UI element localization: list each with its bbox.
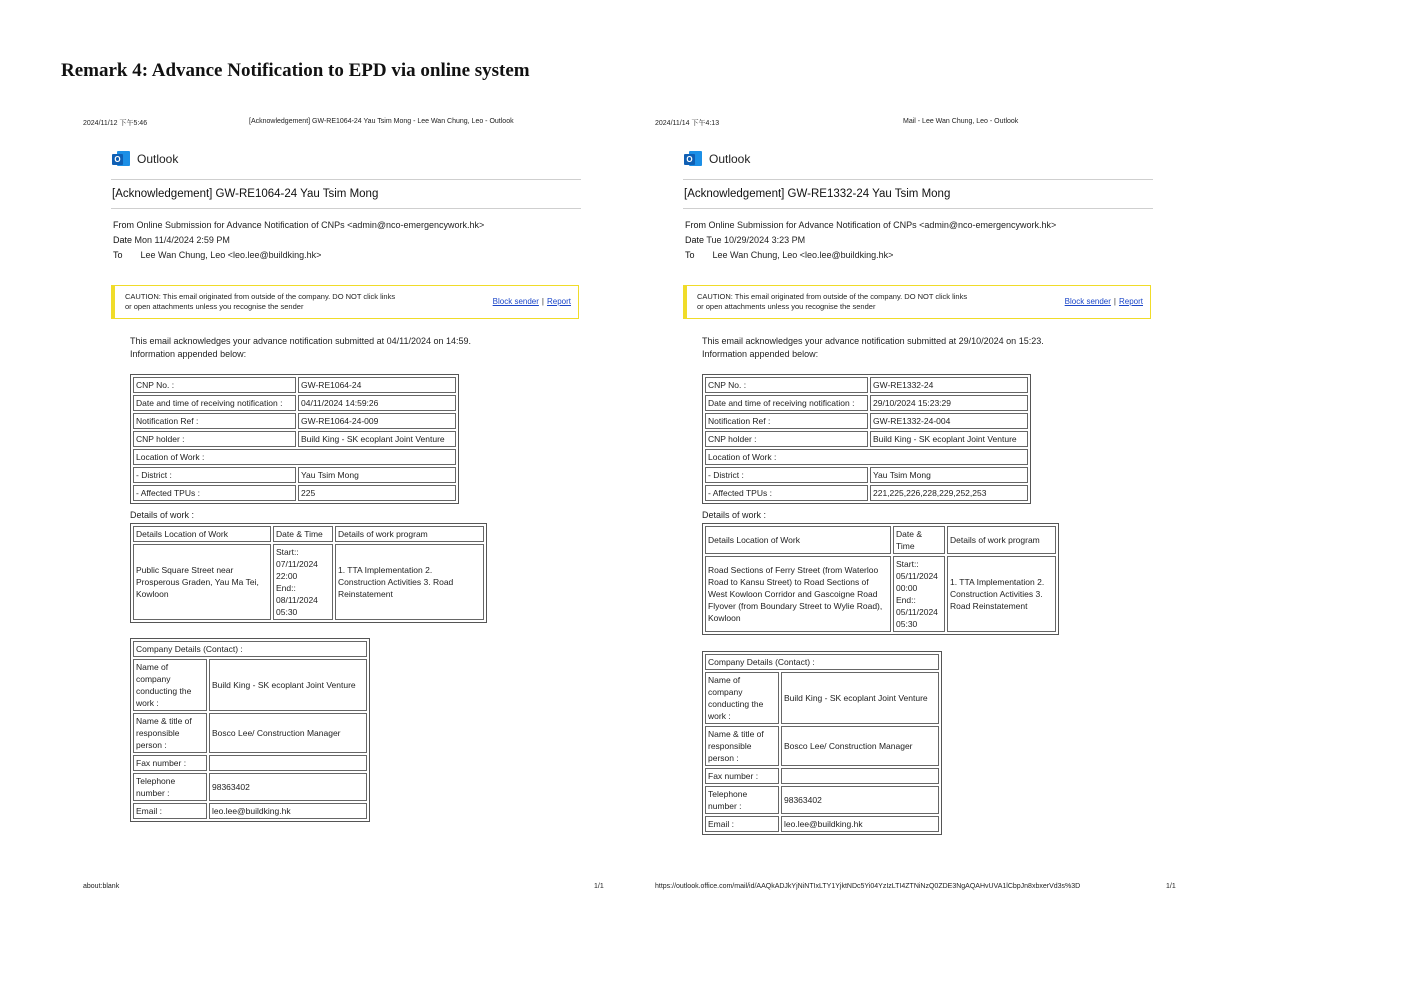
work-program: 1. TTA Implementation 2. Construction Activities 3. Road Reinstatement [947,556,1056,632]
tel-value: 98363402 [781,786,939,814]
person-value: Bosco Lee/ Construction Manager [209,713,367,753]
divider [111,179,581,180]
header-program: Details of work program [335,526,484,542]
company-name-label: Name of company conducting the work : [705,672,779,724]
company-header: Company Details (Contact) : [133,641,367,657]
date-line [113,235,230,245]
work-location: Road Sections of Ferry Street (from Waterloo Road to Kansu Street) to Road Sections of West Kowloon Corridor and Gascoigne Road Flyover (from Boundary Street to Wylie Road), Kowloon [705,556,891,632]
district-value: Yau Tsim Mong [870,467,1028,483]
tpu-value: 225 [298,485,456,501]
table-row [705,377,1028,393]
start-date: 07/11/2024 [276,559,318,569]
email-subject: [Acknowledgement] GW-RE1064-24 Yau Tsim Mong [112,188,379,200]
received-value: 29/10/2024 15:23:29 [870,395,1028,411]
table-row [133,526,484,542]
received-label: Date and time of receiving notification : [705,395,868,411]
header-datetime: Date & Time [893,526,945,554]
email-printout-left [0,0,640,992]
date-line [685,235,805,245]
table-row [133,413,456,429]
details-of-work-label: Details of work : [702,510,767,520]
table-row [705,816,939,832]
header-program: Details of work program [947,526,1056,554]
start-date: 05/11/2024 [896,571,938,581]
date-label: Date [113,235,133,245]
work-datetime [893,556,945,632]
divider [683,208,1153,209]
end-time: 05:30 [276,607,298,617]
to-label: To [685,250,695,260]
from-label: From [113,220,134,230]
table-row [133,773,367,801]
app-name: Outlook [709,151,751,166]
table-row [705,467,1028,483]
footer-page-number: 1/1 [594,883,604,890]
holder-label: CNP holder : [133,431,296,447]
end-label: End:: [896,595,916,605]
table-row [705,768,939,784]
app-name: Outlook [137,151,179,166]
email-label: Email : [705,816,779,832]
ref-label: Notification Ref : [705,413,868,429]
holder-label: CNP holder : [705,431,868,447]
table-row [705,526,1056,554]
company-name-value: Build King - SK ecoplant Joint Venture [781,672,939,724]
caution-text-line1: CAUTION: This email originated from outside of the company. DO NOT click links [125,292,396,301]
to-label: To [113,250,123,260]
header-location: Details Location of Work [133,526,271,542]
table-row [705,672,939,724]
location-label: Location of Work : [133,449,456,465]
from-line [113,220,484,230]
notification-info-table [130,374,459,504]
table-row [705,556,1056,632]
table-row [133,431,456,447]
outlook-logo-icon: O [112,151,130,166]
ref-value: GW-RE1064-24-009 [298,413,456,429]
notification-info-table [702,374,1031,504]
holder-value: Build King - SK ecoplant Joint Venture [870,431,1028,447]
table-row [133,544,484,620]
table-row [705,654,939,670]
person-label: Name & title of responsible person : [705,726,779,766]
intro-line1: This email acknowledges your advance notification submitted at 29/10/2024 on 15:23. [702,336,1044,346]
email-subject: [Acknowledgement] GW-RE1332-24 Yau Tsim Mong [684,188,951,200]
cnp-no-label: CNP No. : [133,377,296,393]
caution-text-line1: CAUTION: This email originated from outside of the company. DO NOT click links [697,292,968,301]
district-label: - District : [133,467,296,483]
company-details-table [130,638,370,822]
table-row [705,395,1028,411]
person-value: Bosco Lee/ Construction Manager [781,726,939,766]
fax-label: Fax number : [705,768,779,784]
district-value: Yau Tsim Mong [298,467,456,483]
caution-banner [111,285,579,319]
table-row [133,485,456,501]
fax-value [781,768,939,784]
email-value[interactable]: leo.lee@buildking.hk [781,816,939,832]
date-label: Date [685,235,705,245]
intro-line2: Information appended below: [130,349,247,359]
table-row [133,755,367,771]
footer-url: about:blank [83,883,120,890]
company-name-value: Build King - SK ecoplant Joint Venture [209,659,367,711]
print-title: [Acknowledgement] GW-RE1064-24 Yau Tsim Mong - Lee Wan Chung, Leo - Outlook [249,118,514,125]
start-time: 00:00 [896,583,918,593]
to-value[interactable]: Lee Wan Chung, Leo <leo.lee@buildking.hk> [140,250,322,260]
tpu-value: 221,225,226,228,229,252,253 [870,485,1028,501]
company-details-table [702,651,942,835]
to-line [685,250,893,260]
tpu-label: - Affected TPUs : [133,485,296,501]
tel-value: 98363402 [209,773,367,801]
block-sender-link[interactable]: Block sender [1064,297,1111,306]
company-header: Company Details (Contact) : [705,654,939,670]
work-datetime [273,544,333,620]
table-row [705,449,1028,465]
start-time: 22:00 [276,571,298,581]
report-link[interactable]: Report [546,297,571,306]
outlook-brand [112,151,178,166]
header-location: Details Location of Work [705,526,891,554]
ref-value: GW-RE1332-24-004 [870,413,1028,429]
table-row [133,803,367,819]
table-row [133,641,367,657]
email-label: Email : [133,803,207,819]
print-datetime: 2024/11/12 下午5:46 [83,120,148,127]
page-heading: Remark 4: Advance Notification to EPD via online system [61,60,530,81]
divider [683,179,1153,180]
from-value[interactable]: Online Submission for Advance Notification of CNPs <admin@nco-emergencywork.hk> [708,220,1057,230]
print-datetime: 2024/11/14 下午4:13 [655,120,720,127]
received-value: 04/11/2024 14:59:26 [298,395,456,411]
from-value[interactable]: Online Submission for Advance Notification of CNPs <admin@nco-emergencywork.hk> [136,220,485,230]
link-separator: | [1113,297,1116,306]
ref-label: Notification Ref : [133,413,296,429]
company-name-label: Name of company conducting the work : [133,659,207,711]
intro-line2: Information appended below: [702,349,819,359]
to-value[interactable]: Lee Wan Chung, Leo <leo.lee@buildking.hk> [712,250,894,260]
caution-text-line2: or open attachments unless you recognise the sender [697,301,876,311]
table-row [705,726,939,766]
outlook-brand [684,151,750,166]
table-row [133,449,456,465]
table-row [133,713,367,753]
fax-label: Fax number : [133,755,207,771]
work-program: 1. TTA Implementation 2. Construction Activities 3. Road Reinstatement [335,544,484,620]
end-time: 05:30 [896,619,918,629]
tel-label: Telephone number : [705,786,779,814]
location-label: Location of Work : [705,449,1028,465]
table-row [705,413,1028,429]
work-details-table [130,523,487,623]
table-row [133,395,456,411]
tpu-label: - Affected TPUs : [705,485,868,501]
start-label: Start:: [276,547,299,557]
table-row [133,467,456,483]
date-value: Tue 10/29/2024 3:23 PM [706,235,806,245]
footer-url: https://outlook.office.com/mail/id/AAQkADJkYjNiNTIxLTY1YjktNDc5Yi04YzIzLTI4ZTNiNzQ0ZDE3NgAQAHvUVA1lCbpJn8xbxerVd3s%3D [655,883,1081,890]
report-link[interactable]: Report [1118,297,1143,306]
caution-text-line2: or open attachments unless you recognise the sender [125,301,304,311]
details-of-work-label: Details of work : [130,510,195,520]
start-label: Start:: [896,559,919,569]
footer-page-number: 1/1 [1166,883,1176,890]
table-row [705,786,939,814]
table-row [133,659,367,711]
caution-banner [683,285,1151,319]
intro-text [702,335,1044,361]
email-printout-right [572,0,1212,992]
link-separator: | [541,297,544,306]
date-value: Mon 11/4/2024 2:59 PM [134,235,230,245]
tel-label: Telephone number : [133,773,207,801]
holder-value: Build King - SK ecoplant Joint Venture [298,431,456,447]
outlook-logo-icon: O [684,151,702,166]
end-date: 08/11/2024 [276,595,318,605]
divider [111,208,581,209]
work-details-table [702,523,1059,635]
email-value[interactable]: leo.lee@buildking.hk [209,803,367,819]
work-location: Public Square Street near Prosperous Graden, Yau Ma Tei, Kowloon [133,544,271,620]
fax-value [209,755,367,771]
intro-line1: This email acknowledges your advance notification submitted at 04/11/2024 on 14:59. [130,336,472,346]
cnp-no-value: GW-RE1064-24 [298,377,456,393]
person-label: Name & title of responsible person : [133,713,207,753]
received-label: Date and time of receiving notification : [133,395,296,411]
end-date: 05/11/2024 [896,607,938,617]
header-datetime: Date & Time [273,526,333,542]
table-row [133,377,456,393]
end-label: End:: [276,583,296,593]
print-title: Mail - Lee Wan Chung, Leo - Outlook [903,118,1019,125]
district-label: - District : [705,467,868,483]
block-sender-link[interactable]: Block sender [492,297,539,306]
intro-text [130,335,471,361]
table-row [705,485,1028,501]
cnp-no-value: GW-RE1332-24 [870,377,1028,393]
table-row [705,431,1028,447]
cnp-no-label: CNP No. : [705,377,868,393]
from-line [685,220,1056,230]
from-label: From [685,220,706,230]
to-line [113,250,321,260]
